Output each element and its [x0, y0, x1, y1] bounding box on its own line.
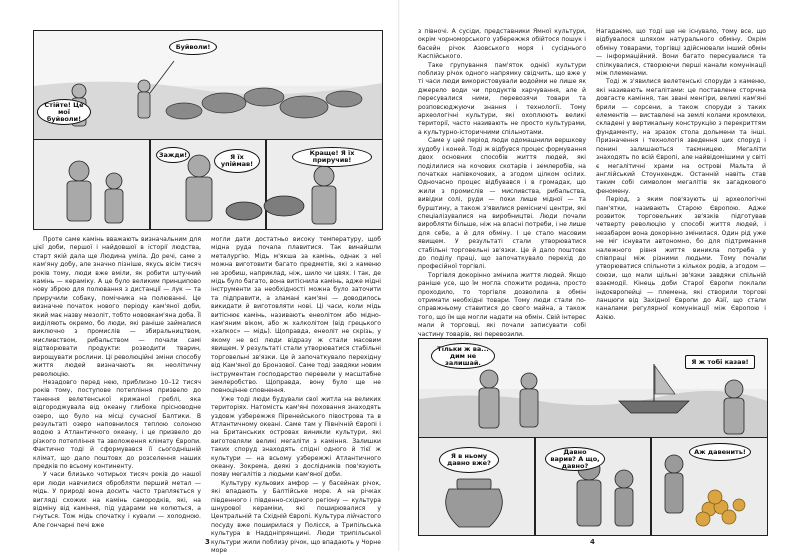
paragraph: У часи близько чотирьох тисяч років до нашої ери люди навчилися обробляти перший метал — мідь. У природі вона досить часто трапляється у вигляді схожих на камінь самородків, які, на відміну від каміння, під ударами не колються, а гнуться. Тож мідь спочатку і кували — холодною. Але гончарні печі вже [33, 471, 201, 529]
paragraph: Проте саме камінь вважають визначальним для цієї доби, першої і найдовшої в історії людства, старт якій дала ще Людина уміла. До речі, саме з кам'яну добу, але значно пізніше, якусь вісім тисяч років тому, люди вже вміли, як робити штучний камінь — кераміку. А це було великим принципово нову зброю для полювання з дистанції — лук — та приручили собаку, помічника на полюванні. Це визначне початок нового періоду кам'яної доби, який має назву мезоліт, тобто нововкам'яна доба. Її виділяють окремо, бо люди, які раніше займалися виключно з промислів — збиральництвом, мисливством, рибальством — почали самі відтворювати продукти: розводити тварин, вирощувати рослини. Ці революційні зміни способу життя людей визначають як неолітичну революцію. [33, 236, 201, 378]
paragraph: Незадовго перед нею, приблизно 10–12 тисяч років тому, поступове потепління призвело до танення велетенської крижаної греблі, яка відгороджувала від океану глибоке прісноводне озеро, що було на місці сучасної Балтики. В результаті озеро наповнилося теплою солоною водою з Атлантичного океану, і це призвело до різкого потепління та зволоження клімату Європи. Фактично тоді й сформувався її сьогоднішній клімат, що дало поштовх до розселення наших предків по всьому континенту. [33, 378, 201, 470]
left-page-column-1 [33, 236, 201, 534]
speech-bubble-long-ago-2: Аж давенить! [689, 443, 751, 461]
paragraph: Торгівля докорінно змінила життя людей. Якщо раніше усе, що їм могла спожити родина, просто проходило, то торгівля дозволила в обмін отримати необхідні товари. Тому люди стали по-справжньому ставитися до свого майна, а також того, що їм ще могли надати на обмін. Свій інтерес мали й торговці, які почали записувати собі частину товарів, які перевозили. [418, 271, 586, 338]
paragraph: з півночі. А сусіди, представники Ямної культури, окрім чорноморського узбережжя обійтося пошук і басейн річок Азовського моря і сусіднього Каспійського. [418, 28, 586, 61]
speech-bubble-long-ago: Давно варив? А що, давно? [545, 447, 605, 471]
paragraph: могли дати достатньо високу температуру, щоб мідна руда почала плавитися. Так винайшли металургію. Мідь м'якша за камінь, однак з неї можна виготовити багато предметів, які з каменю не зробиш, наприклад, ніж, шило чи цвях. І так, де мідь було багато, вона витіснила камінь, адже мідні інструменти за необхідності можна було заточити та підправити, а зламані кам'яні — доводилось викидати й виготовляти нові. Ці часи, коли мідь витіснює камінь, називають енеолітом або мідно-кам'яним віком, або ж халколітом (від грецького «халкос» — мідь). Щоправда, енеоліт не скрізь, у якому не всі люди відразу ж стали масовим явищем. У результаті стали утворюватися стабільні торговельні зв'язки. Це й започаткувало перехідну від Кам'яної до Бронзової. Саме тоді завдяки новим інструментам господарство перевели у масштабне землеробство. Щоправда, вону було ще не повноцінне сповнення. [211, 236, 381, 395]
paragraph: Нагадаємо, що тоді ще не існувало, тому все, що відбувалося шляхом натурального обміну. Окрім обміну товарами, торгівці здійснювали інший обмін — інформаційний. Вони багато пересувалися та спілкувалися, створюючи перші канали комунікації між племенами. [596, 28, 766, 78]
speech-bubble-is-it-mine: Я в ньому давно вже? [439, 447, 499, 473]
right-page-column-1 [418, 28, 586, 338]
page-number-left: 3 [205, 538, 210, 546]
left-page-column-2 [211, 236, 381, 555]
speech-bubble-wait: Зажди! [156, 147, 190, 163]
paragraph: Таке групування пам'яток однієї культури поблизу річок одного напрямку свідчить, що вже у ті часи люди використовували водойми не лише як джерело води чи продуктів харчування, але й пересувалися ними, перевозячи товари та розповсюджуючи знання і технології. Тому археологічні культури, які охоплюють великі території, часто називають не просто культурами, а культурно-історичними спільнотами. [418, 61, 586, 136]
speech-bubble-told-you: Я ж тобі казав! [685, 355, 755, 369]
page-number-right: 4 [590, 538, 595, 546]
speech-bubble-tamed: Краще! Я їх приручив! [292, 147, 372, 167]
speech-bubble-caught: Я їх упіймав! [214, 149, 260, 173]
paragraph: Тоді ж з'явилися велетенські споруди з каменю, які називають мегалітами: це поставлене сторчма довгасте каміння, так звані менгіри, великі кам'яні брили — сорсени, а також споруди з таких елементів — виставлені на землі колами кромлехи, складені у вертикальну конструкцію з перекриттям фундаменту, на зразок стола дольмени та інші. Призначення і технологія зведення цих споруд і понині залишаються таємницею. Мегаліти знаходять по всій Європі, але найвідомішими у світі є мегалітичні храми на острові Мальта й англійський Стоунхендж. Останній навіть став таким собі символом мегалітів як загадкового феномену. [596, 78, 766, 195]
speech-bubble-buffaloes: Буйволи! [169, 39, 217, 55]
comic-left [33, 30, 383, 230]
paragraph: Уже тоді люди будували свої житла на великих територіях. Натомість кам'яні поховання знаходять уздовж узбережжя Піренейського півострова та в Атлантичному океані. Саме там у Північній Європі і на Британських островах виникли культури, які виготовляли великі мегаліти з каміння. Залишки таких споруд знаходять спідні одного й тієї ж культури — на всьому узбережжі Атлантичного океану. Зокрема, деякі з дослідників пов'язують появу мегалітів з людьми кам'яної доби. [211, 395, 381, 479]
right-page [400, 0, 800, 551]
right-page-column-2 [596, 28, 766, 330]
paragraph: Період, з яким пов'язують ці археологічні пам'ятки, називають Старою Європою. Адже розвиток торговельних зв'язків підготував четверту революцію у способі життя людей, і незабаром вона докорінно змінилася. Один рід уже не міг існувати автономно, бо для підтримання належного рівня життя виникла потреба у співпраці між різними людьми. Тому почали утворюватися спільноти з кількох родів, а згодом — союзи, що мали щільні зв'язки завдяки спільній взаємодії. Кінець доби Старої Європи поклали індоєвропейці — племена, які створили торгові ланцюги від Західної Європи до Азії, що стали каналами регулярної комунікації між Європою і Азією. [596, 196, 766, 321]
paragraph: Саме у цей період люди одомашнили вершкову худобу і коней. Тоді ж відбувся процес формування двох основних способів життя людей, які поділилися на кочових скотарів і землеробів, на початках напівкочових, а згодом цілком осілих. Одночасно процес відбувався і в громадах, що жили з промислів — мисливства, рибальства, вивідки солі, руди — поки лише мідної — та бурштину, а також з'явилися ремісничі центри, які спеціалізувалися на виробництві. Люди почали виробляти більше, ніж на власні потреби, і не лише для себе, а й для обміну. І це стало масовим явищем. У результаті стали утворюватися стабільні торговельні зв'язки. Це й дало поштовх до поділу праці, що започаткувало перехід до професійної торгівлі. [418, 137, 586, 271]
comic-right [418, 338, 768, 536]
paragraph: Культуру кульових амфор — у басейнах річок, які впадають у Балтійське море. А на річках південного і південно-східного регіону — культура шнурової кераміки, які поширювалися у Центральній та Східній Європі. Культура лійчастого посуду вже поширилася у Полісся, а Трипільська культура в Наддніпрянщині. Люди трипільської культури жили поблизу річок, що впадають у Чорне море [211, 479, 381, 555]
speech-bubble-dont-leave: Тільки ж ва... дим не залишай. [431, 343, 495, 369]
speech-bubble-stop: Стійте! Це мої буйволи! [37, 99, 91, 125]
comic-left-illustration [34, 31, 382, 229]
